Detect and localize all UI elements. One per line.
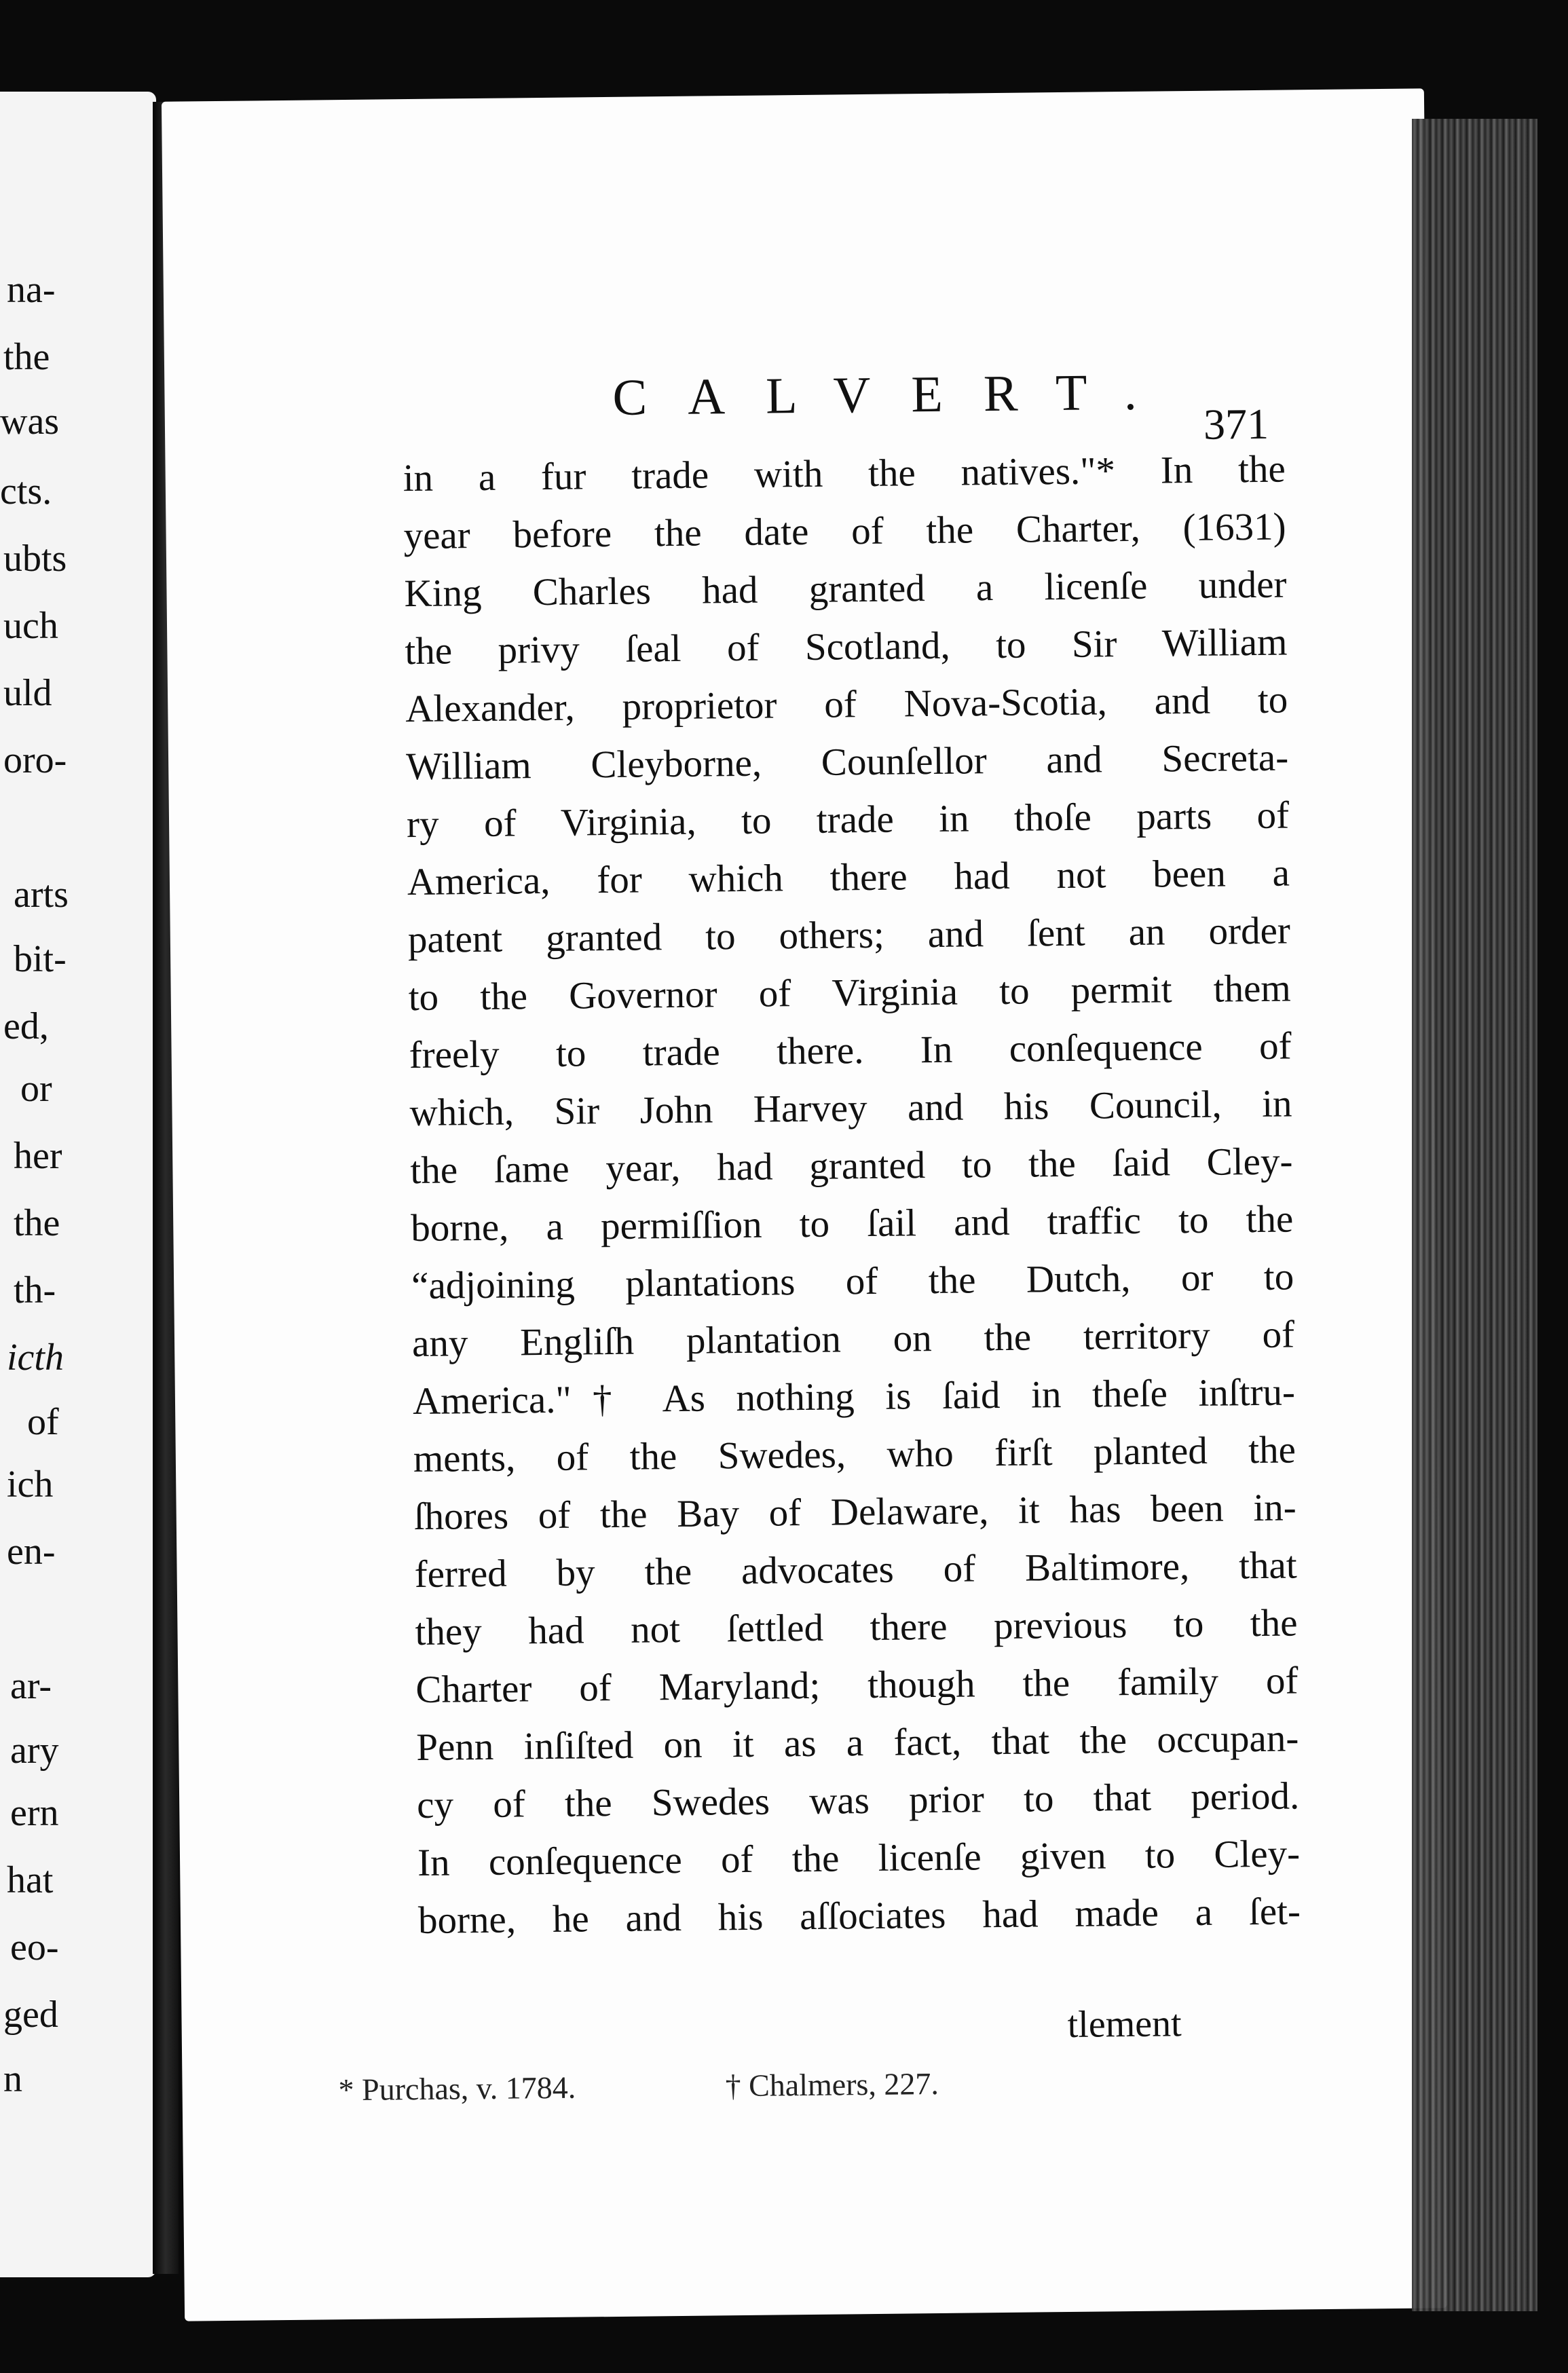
- left-page-fragment: arts: [14, 874, 69, 916]
- page-fore-edge: [1412, 119, 1537, 2311]
- left-page-fragment: oro-: [3, 739, 67, 781]
- text-line: any Engliſh plantation on the territory of: [411, 1313, 1295, 1366]
- footnote-chalmers: † Chalmers, 227.: [725, 2066, 939, 2104]
- text-line: the ſame year, had granted to the ſaid Cley-: [410, 1140, 1293, 1193]
- text-line: borne, he and his aſſociates had made a ſet-: [417, 1890, 1301, 1943]
- page-371: [162, 88, 1447, 2321]
- left-page-fragment: was: [0, 400, 60, 443]
- text-line: ſhores of the Bay of Delaware, it has been in-: [413, 1486, 1297, 1539]
- text-line: in a fur trade with the natives."* In the: [403, 447, 1286, 500]
- left-page-fragment: of: [27, 1400, 59, 1443]
- left-page-fragment: the: [3, 336, 50, 378]
- text-line: ments, of the Swedes, who firſt planted the: [413, 1428, 1296, 1481]
- text-line: America."† As nothing is ſaid in theſe inſtru-: [412, 1370, 1296, 1423]
- left-page-fragment: hat: [7, 1859, 54, 1901]
- catchword: tlement: [1067, 2002, 1182, 2047]
- text-line: Charter of Maryland; though the family of: [415, 1659, 1299, 1712]
- text-line: freely to trade there. In conſequence of: [409, 1024, 1292, 1077]
- text-line: ferred by the advocates of Baltimore, that: [414, 1544, 1297, 1596]
- left-page-fragment: the: [14, 1202, 60, 1244]
- text-line: Penn inſiſted on it as a fact, that the occupan-: [416, 1717, 1299, 1770]
- left-page-fragment: en-: [7, 1531, 56, 1573]
- left-page-fragment: ary: [10, 1729, 59, 1772]
- left-page-fragment: or: [20, 1068, 52, 1110]
- text-line: ry of Virginia, to trade in thoſe parts of: [406, 793, 1290, 846]
- left-page-fragment: her: [14, 1135, 62, 1177]
- text-line: they had not ſettled there previous to the: [415, 1601, 1298, 1654]
- left-page-fragment: n: [3, 2057, 22, 2100]
- left-page-fragment: th-: [14, 1269, 56, 1311]
- text-line: to the Governor of Virginia to permit them: [408, 967, 1292, 1020]
- left-page-fragment: icth: [7, 1337, 64, 1379]
- left-page-fragment: ern: [10, 1792, 59, 1834]
- left-page-fragment: uch: [3, 605, 58, 647]
- text-line: King Charles had granted a licenſe under: [404, 563, 1287, 616]
- text-line: William Cleyborne, Counſellor and Secreta-: [405, 736, 1289, 789]
- left-page-fragment: na-: [7, 269, 56, 311]
- left-page-fragment: eo-: [10, 1926, 59, 1968]
- footnote-purchas: * Purchas, v. 1784.: [338, 2070, 576, 2108]
- text-line: America, for which there had not been a: [407, 851, 1290, 904]
- running-head: CALVERT.: [612, 363, 1178, 426]
- left-page-fragment: bit-: [14, 937, 67, 980]
- left-page-fragment: ich: [7, 1463, 54, 1506]
- left-page-fragment: ed,: [3, 1005, 49, 1047]
- body-text: [403, 447, 1301, 1943]
- text-line: “adjoining plantations of the Dutch, or to: [411, 1255, 1294, 1308]
- text-line: which, Sir John Harvey and his Council, in: [409, 1082, 1292, 1135]
- text-line: borne, a permiſſion to ſail and traffic to the: [411, 1197, 1294, 1250]
- left-page-fragment: cts.: [0, 470, 52, 512]
- left-page-fragment: ged: [3, 1994, 58, 2036]
- text-line: cy of the Swedes was prior to that period.: [416, 1774, 1300, 1827]
- text-line: year before the date of the Charter, (1631): [403, 505, 1286, 558]
- text-line: the privy ſeal of Scotland, to Sir William: [405, 620, 1288, 673]
- text-line: patent granted to others; and ſent an order: [407, 909, 1291, 962]
- left-page-fragment: ubts: [3, 538, 67, 580]
- facing-page-left: [0, 92, 156, 2277]
- left-page-fragment: uld: [3, 672, 52, 714]
- text-line: Alexander, proprietor of Nova-Scotia, and to: [405, 678, 1288, 731]
- text-line: In conſequence of the licenſe given to Cley-: [417, 1832, 1301, 1885]
- page-number: 371: [1203, 399, 1269, 449]
- left-page-fragment: ar-: [10, 1665, 52, 1707]
